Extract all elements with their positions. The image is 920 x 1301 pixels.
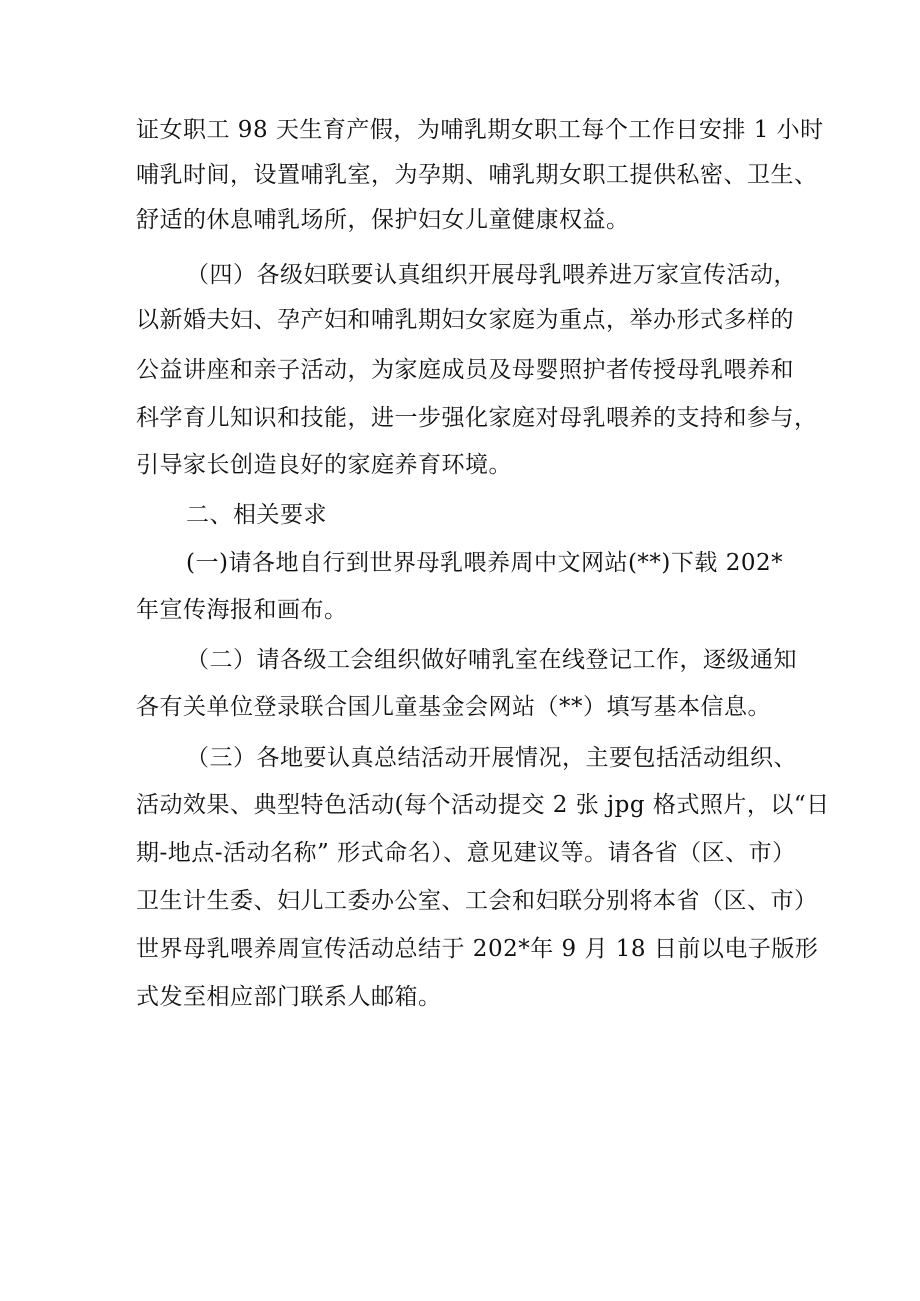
text-line: 活动效果、典型特色活动(每个活动提交 2 张 jpg 格式照片，以“日: [136, 792, 830, 818]
text-line: 世界母乳喂养周宣传活动总结于 202*年 9 月 18 日前以电子版形: [136, 936, 819, 962]
paragraph-four-heading: （四）各级妇联要认真组织开展母乳喂养进万家宣传活动，: [186, 262, 797, 288]
section-heading: 二、相关要求: [186, 502, 327, 528]
text-line: 期-地点-活动名称” 形式命名）、意见建议等。请各省（区、市）: [136, 840, 796, 866]
requirement-one: (一)请各地自行到世界母乳喂养周中文网站(**)下载 202*: [186, 550, 784, 576]
text-line: 公益讲座和亲子活动，为家庭成员及母婴照护者传授母乳喂养和: [136, 357, 794, 383]
requirement-three: （三）各地要认真总结活动开展情况，主要包括活动组织、: [186, 745, 797, 771]
text-line: 卫生计生委、妇儿工委办公室、工会和妇联分别将本省（区、市）: [136, 888, 818, 914]
text-line: 各有关单位登录联合国儿童基金会网站（**）填写基本信息。: [136, 694, 771, 720]
text-line: 证女职工 98 天生育产假，为哺乳期女职工每个工作日安排 1 小时: [136, 117, 824, 143]
text-line: 年宣传海报和画布。: [136, 597, 348, 623]
text-line: 以新婚夫妇、孕产妇和哺乳期妇女家庭为重点，举办形式多样的: [136, 307, 794, 333]
text-line: 科学育儿知识和技能，进一步强化家庭对母乳喂养的支持和参与，: [136, 405, 818, 431]
text-line: 舒适的休息哺乳场所，保护妇女儿童健康权益。: [136, 207, 630, 233]
text-line: 式发至相应部门联系人邮箱。: [136, 984, 442, 1010]
text-line: 哺乳时间，设置哺乳室，为孕期、哺乳期女职工提供私密、卫生、: [136, 162, 818, 188]
text-line: 引导家长创造良好的家庭养育环境。: [136, 452, 512, 478]
requirement-two: （二）请各级工会组织做好哺乳室在线登记工作，逐级通知: [186, 647, 797, 673]
